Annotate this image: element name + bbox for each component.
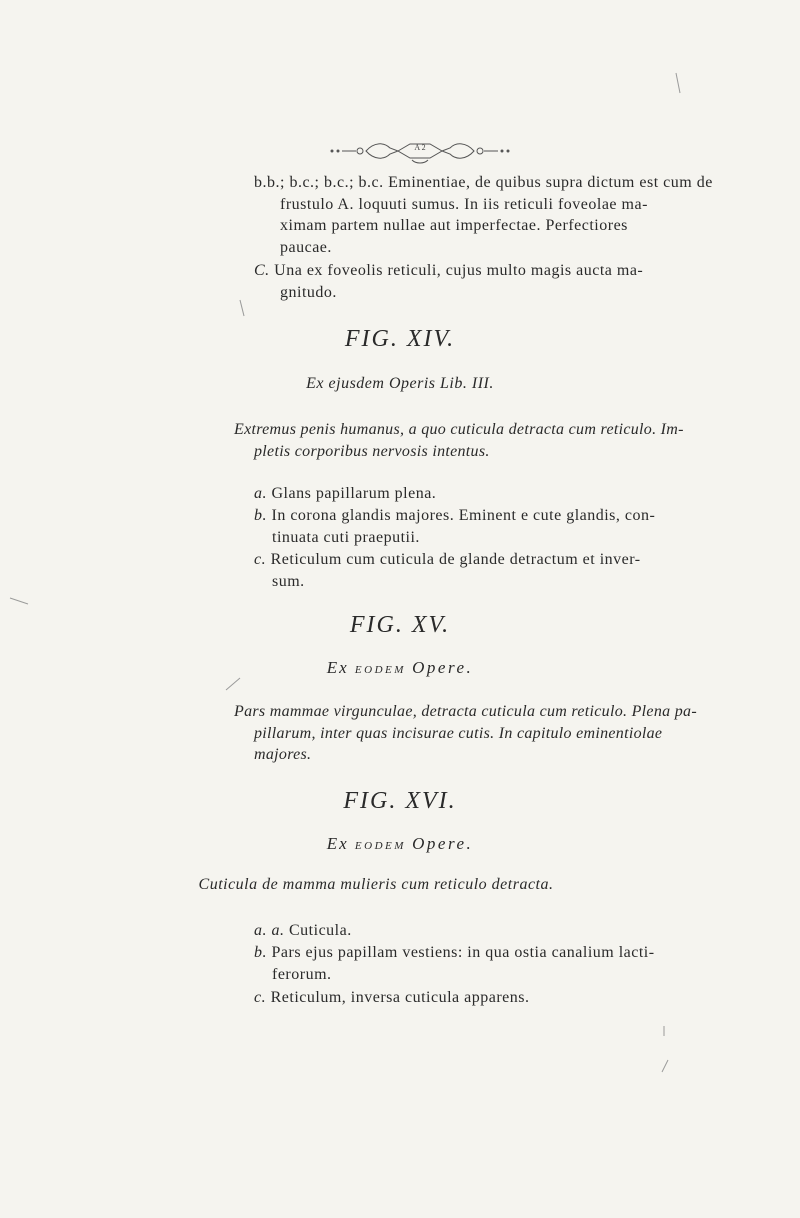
intro-c-line: [254, 260, 724, 282]
item-text: Reticulum cum cuticula de glande detractum et inver-: [270, 551, 641, 568]
intro-item-c: [254, 260, 724, 303]
item-text: Reticulum, inversa cuticula apparens.: [270, 989, 530, 1006]
item-text: Una ex foveolis reticuli, cujus multo magis aucta ma-: [274, 262, 644, 279]
item-line: [254, 920, 724, 942]
signature-mark: A 2: [414, 143, 426, 152]
fig14-item-b: [254, 505, 724, 548]
item-text: Cuticula.: [289, 922, 352, 939]
item-text: Glans papillarum plena.: [271, 485, 437, 502]
figure-title-15: FIG. XV.: [349, 612, 451, 638]
fig16-item-a: [254, 920, 724, 942]
figure-description-14: [234, 419, 734, 462]
intro-line: b.b.; b.c.; b.c.; b.c. Eminentiae, de quibus supra dictum est cum de: [254, 174, 713, 191]
intro-paragraph: [254, 172, 724, 258]
item-line: [254, 987, 724, 1009]
figure-title-14: FIG. XIV.: [344, 326, 456, 352]
item-label: a.: [254, 485, 267, 502]
intro-c-line: gnitudo.: [280, 283, 337, 301]
figure-source-14: Ex ejusdem Operis Lib. III.: [306, 375, 494, 392]
item-text: In corona glandis majores. Eminent e cute glandis, con-: [271, 507, 656, 524]
source-end: Opere.: [412, 658, 474, 677]
item-label: c.: [254, 551, 267, 568]
fig14-item-c: [254, 549, 724, 592]
item-label: a. a.: [254, 922, 285, 939]
item-line: [254, 549, 724, 571]
figure-source-16: [0, 834, 800, 854]
source-mid: EODEM: [354, 840, 406, 852]
item-line: [254, 942, 724, 964]
item-label: c.: [254, 989, 267, 1006]
desc-line: Extremus penis humanus, a quo cuticula detracta cum reticulo. Im-: [234, 421, 684, 438]
item-label: b.: [254, 507, 267, 524]
intro-line: ximam partem nullae aut imperfectae. Perfectiores: [280, 217, 628, 234]
item-line: ferorum.: [272, 965, 332, 983]
intro-line: paucae.: [280, 238, 332, 256]
fig16-item-c: [254, 987, 724, 1009]
source-ex: Ex: [326, 658, 349, 677]
item-text: Pars ejus papillam vestiens: in qua ostia canalium lacti-: [271, 944, 655, 961]
item-line: [254, 505, 724, 527]
intro-line: frustulo A. loquuti sumus. In iis reticuli foveolae ma-: [280, 195, 648, 213]
desc-line: Pars mammae virgunculae, detracta cuticula cum reticulo. Plena pa-: [234, 703, 697, 720]
figure-description-15: [234, 701, 734, 766]
item-line: tinuata cuti praeputii.: [272, 528, 420, 546]
desc-line: pletis corporibus nervosis intentus.: [254, 442, 490, 460]
desc-line: pillarum, inter quas incisurae cutis. In capitulo eminentiolae: [254, 724, 663, 742]
figure-title-16: FIG. XVI.: [343, 788, 457, 814]
fig14-item-a: [254, 483, 724, 505]
item-line: sum.: [272, 572, 305, 590]
item-label: b.: [254, 944, 267, 961]
source-mid: EODEM: [354, 664, 406, 676]
figure-description-16: Cuticula de mamma mulieris cum reticulo detracta.: [198, 876, 554, 893]
item-label: C.: [254, 262, 270, 279]
source-end: Opere.: [412, 834, 474, 853]
source-ex: Ex: [326, 834, 349, 853]
figure-source-15: [0, 658, 800, 678]
item-line: [254, 483, 724, 505]
desc-line: majores.: [254, 746, 312, 763]
fig16-item-b: [254, 942, 724, 985]
